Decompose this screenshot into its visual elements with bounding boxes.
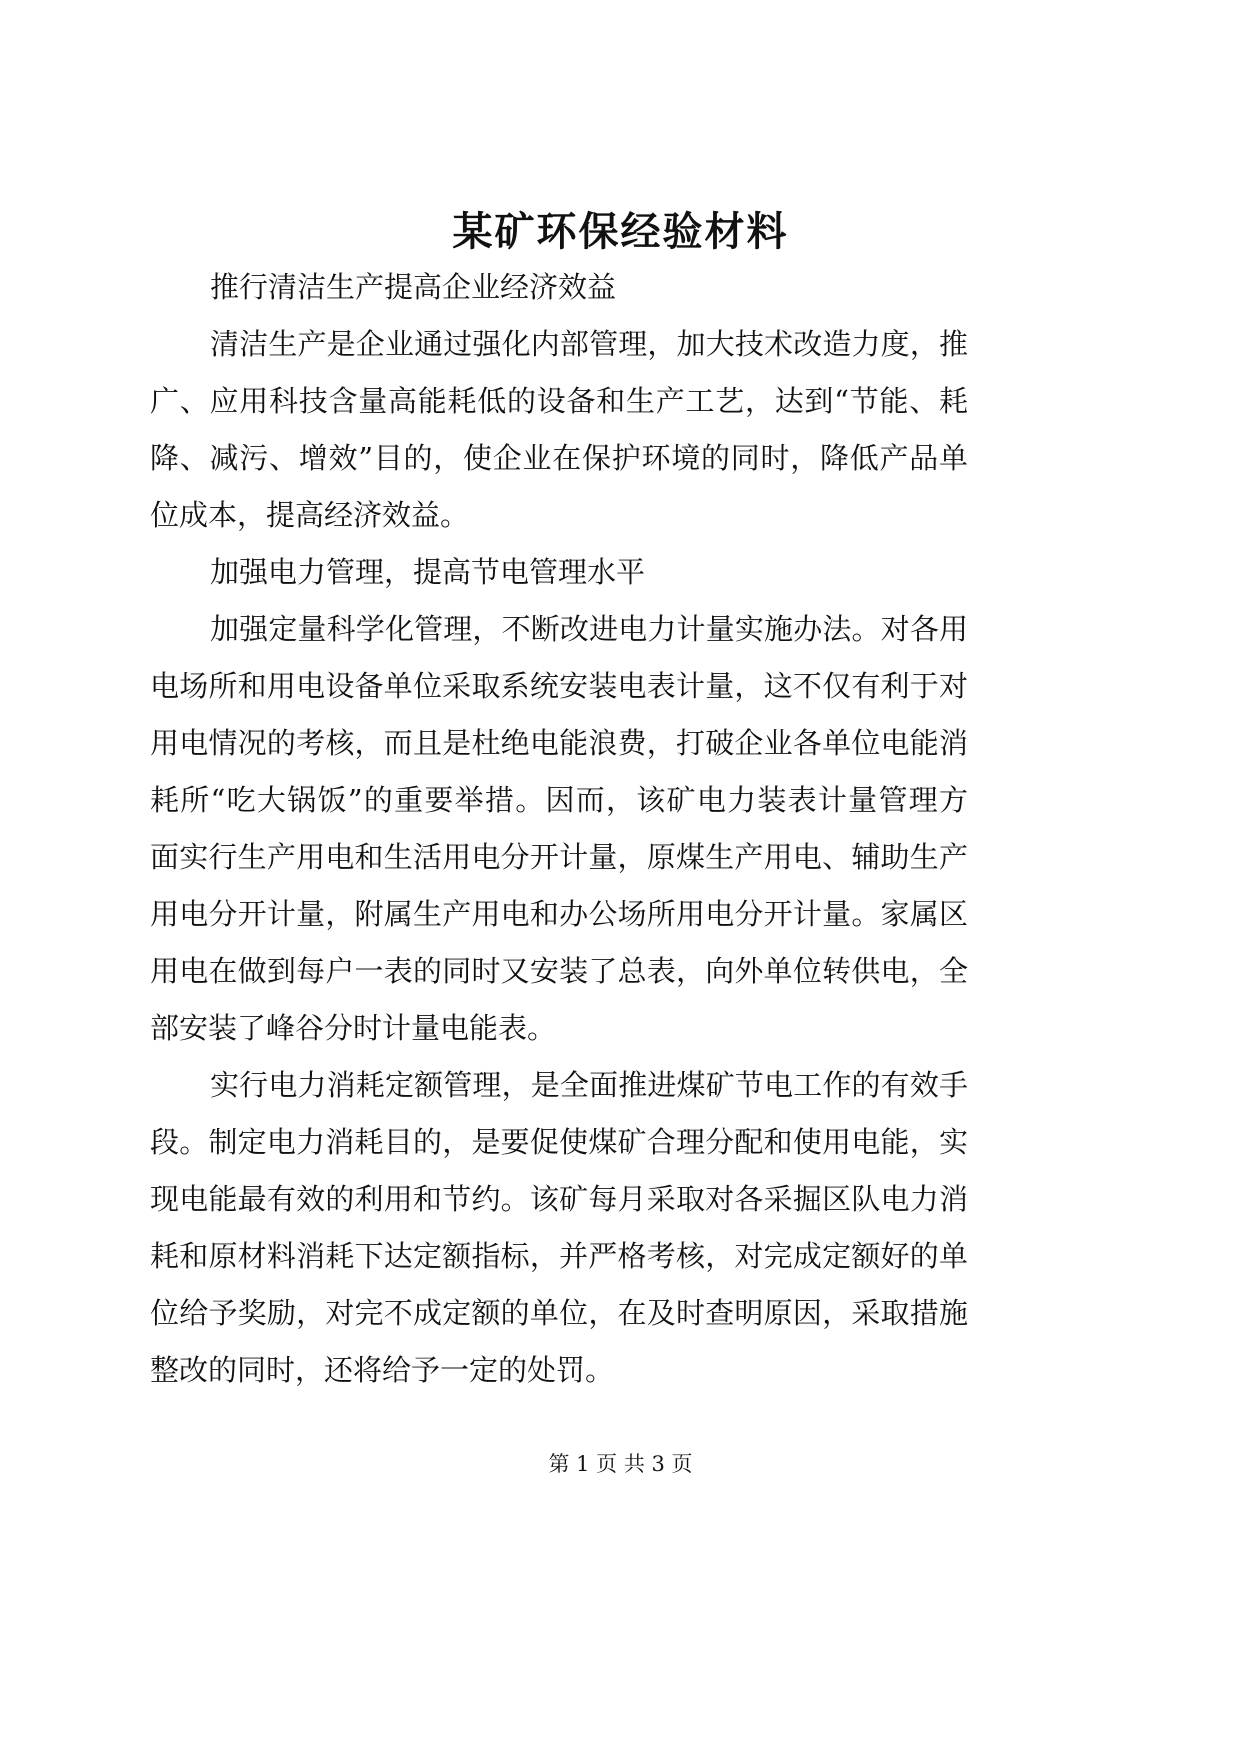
text-line: 部安装了峰谷分时计量电能表。 <box>150 1011 557 1045</box>
text-line: 推行清洁生产提高企业经济效益 <box>210 270 617 304</box>
text-line: 加强定量科学化管理，不断改进电力计量实施办法。对各用 <box>210 612 968 646</box>
text-line: 位给予奖励，对完不成定额的单位，在及时查明原因，采取措施 <box>150 1296 968 1330</box>
text-line: 现电能最有效的利用和节约。该矿每月采取对各采掘区队电力消 <box>150 1182 968 1216</box>
text-line: 用电在做到每户一表的同时又安装了总表，向外单位转供电，全 <box>150 954 968 988</box>
text-line: 耗所“吃大锅饭”的重要举措。因而，该矿电力装表计量管理方 <box>150 783 968 817</box>
text-line: 用电情况的考核，而且是杜绝电能浪费，打破企业各单位电能消 <box>150 726 968 760</box>
paragraph <box>150 262 968 319</box>
text-line: 降、减污、增效”目的，使企业在保护环境的同时，降低产品单 <box>150 441 968 475</box>
text-line: 位成本，提高经济效益。 <box>150 498 470 532</box>
text-line: 实行电力消耗定额管理，是全面推进煤矿节电工作的有效手 <box>210 1068 968 1102</box>
text-line: 段。制定电力消耗目的，是要促使煤矿合理分配和使用电能，实 <box>150 1125 968 1159</box>
paragraph <box>150 319 968 547</box>
text-line: 用电分开计量，附属生产用电和办公场所用电分开计量。家属区 <box>150 897 968 931</box>
text-line: 电场所和用电设备单位采取系统安装电表计量，这不仅有利于对 <box>150 669 968 703</box>
page-number: 第 1 页 共 3 页 <box>548 1452 693 1476</box>
document-title: 某矿环保经验材料 <box>452 208 789 255</box>
paragraph <box>150 604 968 1060</box>
document-body <box>150 262 968 1402</box>
text-line: 整改的同时，还将给予一定的处罚。 <box>150 1353 615 1387</box>
text-line: 清洁生产是企业通过强化内部管理，加大技术改造力度，推 <box>210 327 968 361</box>
text-line: 耗和原材料消耗下达定额指标，并严格考核，对完成定额好的单 <box>150 1239 968 1273</box>
text-line: 加强电力管理，提高节电管理水平 <box>210 555 646 589</box>
paragraph <box>150 547 968 604</box>
text-line: 面实行生产用电和生活用电分开计量，原煤生产用电、辅助生产 <box>150 840 968 874</box>
text-line: 广、应用科技含量高能耗低的设备和生产工艺，达到“节能、耗 <box>150 384 968 418</box>
paragraph <box>150 1060 968 1402</box>
